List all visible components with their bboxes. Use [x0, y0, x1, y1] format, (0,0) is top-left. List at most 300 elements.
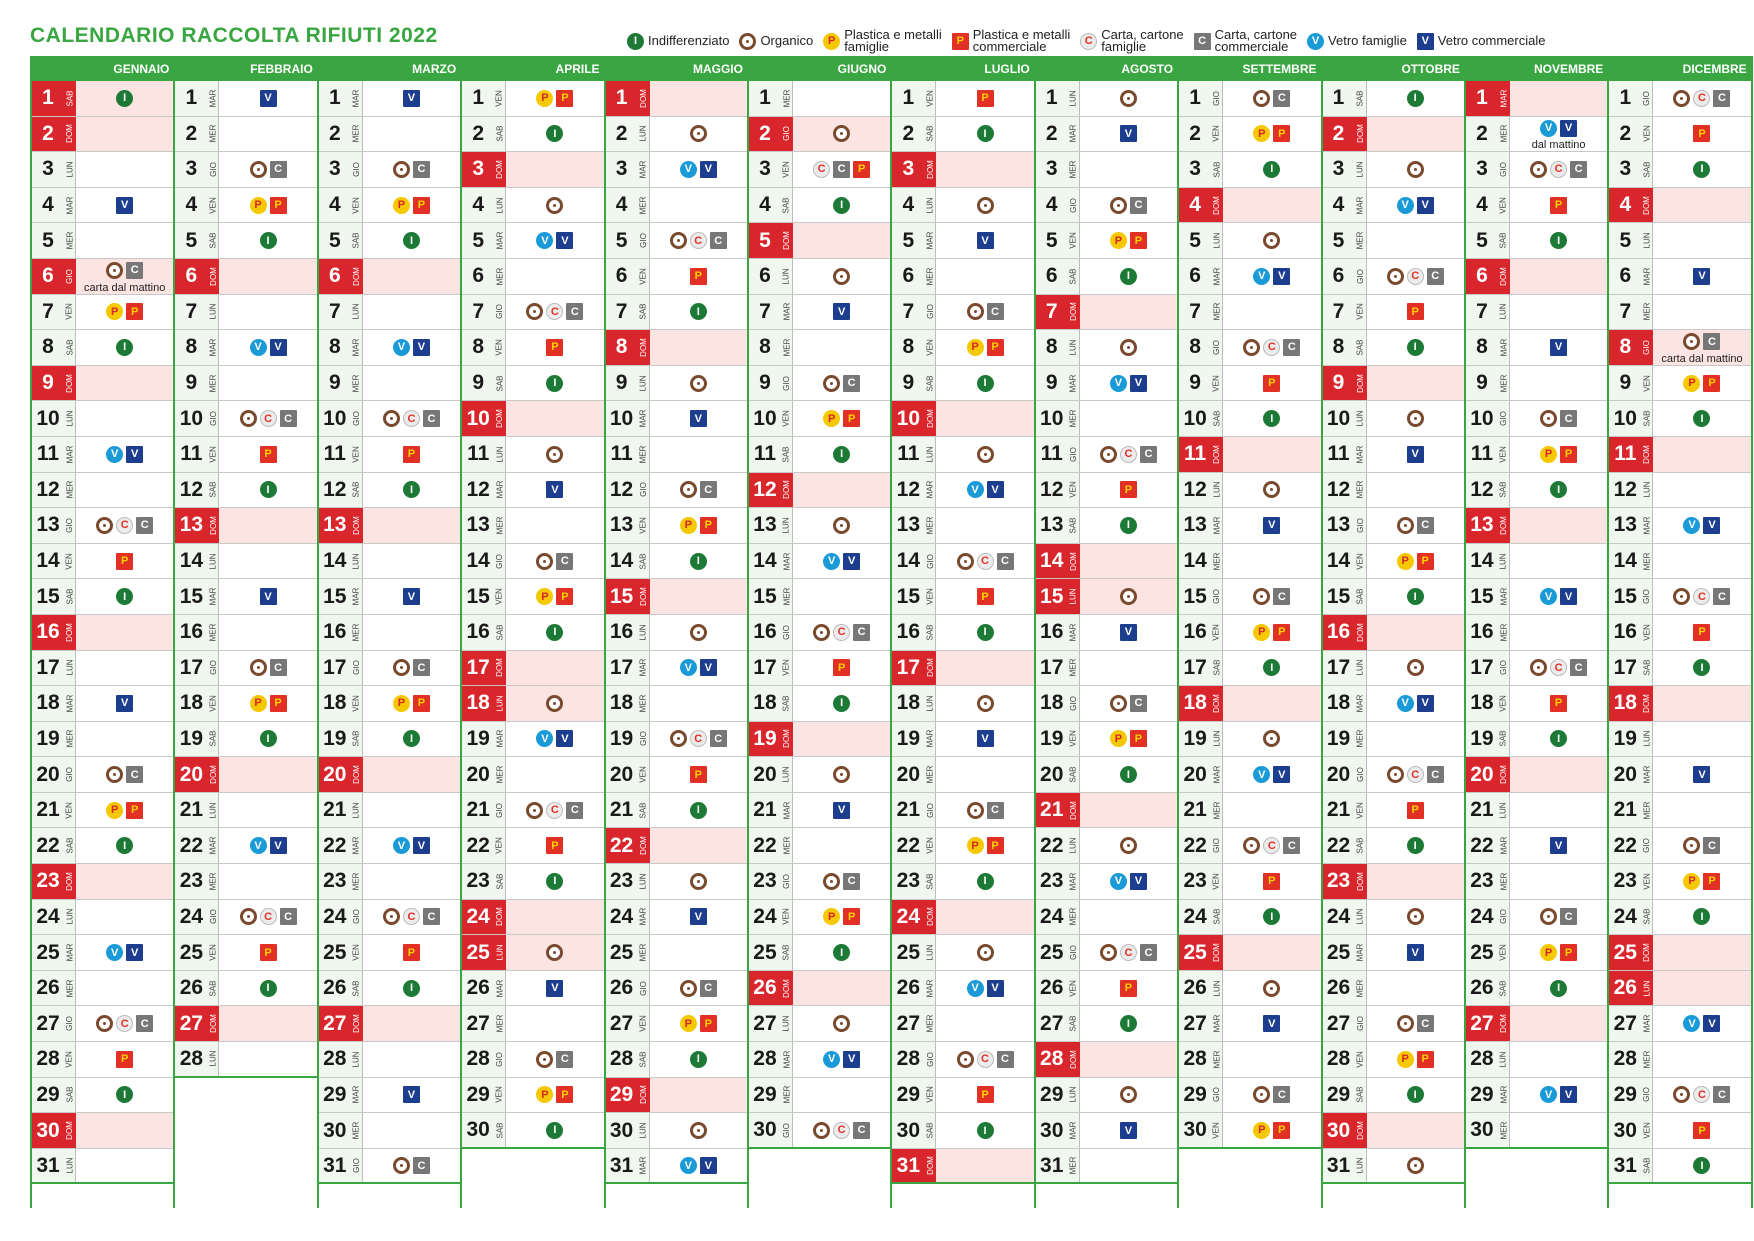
vetro-commerciale-icon: V	[116, 695, 133, 712]
organico-icon	[1673, 1086, 1690, 1103]
plastica-famiglie-icon: P	[250, 197, 267, 214]
day-number: 13	[1323, 508, 1355, 543]
collection-cell	[650, 1042, 747, 1077]
weekday-text: GIO	[1355, 1016, 1365, 1032]
weekday-text: MAR	[1355, 943, 1365, 962]
day-row	[1179, 544, 1320, 580]
day-row	[319, 900, 460, 936]
collection-cell	[1510, 757, 1607, 792]
day-row	[1609, 757, 1750, 793]
collection-cell	[219, 579, 316, 614]
weekday-text: MER	[65, 730, 74, 748]
weekday-text: VEN	[1642, 873, 1652, 890]
day-row	[462, 686, 603, 722]
indifferenziato-icon: I	[1263, 410, 1280, 427]
indifferenziato-icon: I	[977, 375, 994, 392]
weekday-label	[638, 828, 650, 863]
weekday-label	[1498, 828, 1510, 863]
organico-icon	[977, 446, 994, 463]
day-row	[1036, 152, 1177, 188]
day-row	[32, 508, 173, 544]
collection-cell	[219, 900, 316, 935]
carta-famiglie-icon: C	[546, 303, 563, 320]
day-number: 2	[462, 117, 494, 152]
day-row	[1609, 117, 1750, 153]
indifferenziato-icon: I	[116, 588, 133, 605]
day-row	[32, 401, 173, 437]
weekday-text: LUN	[65, 161, 75, 178]
day-row	[32, 686, 173, 722]
collection-cell	[1367, 757, 1464, 792]
weekday-label	[638, 401, 650, 436]
weekday-text: GIO	[1642, 1087, 1652, 1103]
weekday-text: SAB	[208, 730, 218, 747]
weekday-label	[924, 793, 936, 828]
weekday-text: GIO	[495, 802, 505, 818]
collection-cell	[1223, 401, 1320, 436]
day-row	[606, 473, 747, 509]
carta-commerciale-icon: C	[700, 481, 717, 498]
day-row	[1036, 1149, 1177, 1185]
collection-cell	[1367, 793, 1464, 828]
vetro-commerciale-icon: V	[987, 980, 1004, 997]
weekday-text: LUN	[1498, 802, 1508, 819]
weekday-label	[1211, 651, 1223, 686]
weekday-label	[1211, 401, 1223, 436]
weekday-text: VEN	[781, 161, 791, 178]
vetro-commerciale-icon: V	[260, 90, 277, 107]
collection-cell	[1223, 686, 1320, 721]
weekday-text: SAB	[1212, 908, 1222, 925]
day-row	[319, 686, 460, 722]
organico-icon	[833, 1015, 850, 1032]
weekday-label	[1498, 473, 1510, 508]
day-number: 11	[1609, 437, 1641, 472]
day-number: 30	[1179, 1113, 1211, 1147]
carta-commerciale-icon: C	[710, 730, 727, 747]
day-row	[1323, 508, 1464, 544]
vetro-commerciale-icon: V	[833, 802, 850, 819]
day-row	[175, 508, 316, 544]
weekday-text: MAR	[781, 1050, 791, 1069]
weekday-text: MER	[1355, 979, 1365, 998]
weekday-label	[494, 935, 506, 970]
day-row	[462, 1113, 603, 1149]
weekday-label	[1641, 508, 1653, 543]
collection-cell	[1653, 935, 1750, 970]
day-number: 17	[32, 651, 64, 686]
plastica-commerciale-icon: P	[977, 90, 994, 107]
day-number: 22	[606, 828, 638, 863]
day-row	[1466, 259, 1607, 295]
day-number: 2	[1036, 117, 1068, 152]
weekday-label	[1355, 152, 1367, 187]
weekday-text: SAB	[1642, 908, 1652, 925]
day-number: 24	[462, 900, 494, 935]
day-row	[32, 864, 173, 900]
weekday-label	[1355, 473, 1367, 508]
day-row	[892, 757, 1033, 793]
day-row	[749, 1006, 890, 1042]
weekday-label	[1355, 437, 1367, 472]
weekday-text: MAR	[781, 302, 791, 321]
day-number: 18	[1466, 686, 1498, 721]
weekday-label	[1068, 401, 1080, 436]
weekday-text: SAB	[781, 446, 791, 463]
carta-commerciale-icon: C	[126, 262, 143, 279]
day-number: 12	[749, 473, 781, 508]
weekday-label	[64, 900, 76, 935]
indifferenziato-icon: I	[1263, 659, 1280, 676]
weekday-label	[1355, 401, 1367, 436]
weekday-label	[1068, 152, 1080, 187]
weekday-label	[638, 117, 650, 152]
collection-cell	[1367, 1078, 1464, 1113]
day-row	[892, 651, 1033, 687]
collection-cell	[1367, 1113, 1464, 1148]
carta-commerciale-icon: C	[1140, 446, 1157, 463]
weekday-label	[1498, 117, 1510, 152]
weekday-label	[351, 1113, 363, 1148]
day-number: 15	[319, 579, 351, 614]
day-row	[749, 579, 890, 615]
day-row	[175, 1042, 316, 1078]
day-row	[462, 615, 603, 651]
day-number: 11	[175, 437, 207, 472]
weekday-label	[638, 971, 650, 1006]
indifferenziato-icon: I	[546, 624, 563, 641]
day-row	[892, 615, 1033, 651]
collection-cell	[1080, 1149, 1177, 1183]
vetro-famiglie-icon: V	[1540, 120, 1557, 137]
weekday-label	[781, 579, 793, 614]
day-row	[1179, 1006, 1320, 1042]
day-number: 9	[319, 366, 351, 401]
day-number: 7	[1179, 295, 1211, 330]
vetro-commerciale-icon: V	[1550, 339, 1567, 356]
day-row	[606, 366, 747, 402]
weekday-text: GIO	[1642, 340, 1652, 355]
weekday-text: MAR	[1212, 1014, 1222, 1033]
day-row	[319, 81, 460, 117]
day-number: 31	[1609, 1149, 1641, 1183]
day-row	[606, 722, 747, 758]
day-row	[1036, 259, 1177, 295]
collection-cell	[1080, 401, 1177, 436]
organico-icon	[1673, 588, 1690, 605]
day-row	[32, 615, 173, 651]
weekday-text: GIO	[781, 1122, 791, 1138]
collection-cell	[76, 864, 173, 899]
organico-icon	[1120, 339, 1137, 356]
day-number: 23	[606, 864, 638, 899]
day-number: 28	[606, 1042, 638, 1077]
collection-cell	[1510, 437, 1607, 472]
day-note: carta dal mattino	[1661, 352, 1743, 365]
plastica-commerciale-icon: P	[977, 1086, 994, 1103]
collection-cell	[1223, 366, 1320, 401]
day-row	[1036, 651, 1177, 687]
weekday-text: LUN	[1642, 730, 1652, 747]
weekday-label	[1641, 1042, 1653, 1077]
organico-icon	[833, 125, 850, 142]
collection-cell	[1510, 188, 1607, 223]
day-row	[319, 437, 460, 473]
day-row	[1036, 900, 1177, 936]
organico-icon	[383, 908, 400, 925]
collection-cell	[650, 686, 747, 721]
day-number: 22	[462, 828, 494, 863]
day-row	[1036, 686, 1177, 722]
weekday-label	[638, 1042, 650, 1077]
day-row	[892, 686, 1033, 722]
weekday-text: DOM	[1212, 195, 1222, 215]
collection-cell	[936, 828, 1033, 863]
day-number: 12	[606, 473, 638, 508]
collection-cell	[793, 117, 890, 152]
weekday-label	[781, 223, 793, 258]
day-row	[1609, 259, 1750, 295]
carta-famiglie-icon: C	[1693, 1086, 1710, 1103]
indifferenziato-icon: I	[1120, 1015, 1137, 1032]
day-number: 17	[1179, 651, 1211, 686]
day-row	[1609, 366, 1750, 402]
plastica-famiglie-icon: P	[823, 908, 840, 925]
weekday-text: VEN	[925, 90, 935, 107]
day-number: 21	[1609, 793, 1641, 828]
weekday-label	[781, 971, 793, 1006]
carta-commerciale-icon: C	[280, 908, 297, 925]
weekday-text: SAB	[495, 125, 505, 142]
day-row	[175, 793, 316, 829]
day-row	[175, 223, 316, 259]
vetro-famiglie-icon: V	[1110, 873, 1127, 890]
legend-label: Carta, cartone commerciale	[1214, 27, 1298, 54]
collection-cell	[1510, 117, 1607, 152]
weekday-label	[781, 152, 793, 187]
day-number: 11	[606, 437, 638, 472]
month-column	[747, 56, 890, 1208]
weekday-text: LUN	[208, 303, 218, 320]
day-number: 20	[32, 757, 64, 792]
organico-icon	[977, 197, 994, 214]
day-number: 28	[319, 1042, 351, 1077]
day-number: 22	[1609, 828, 1641, 863]
collection-cell	[76, 508, 173, 543]
weekday-label	[924, 223, 936, 258]
collection-cell	[936, 1113, 1033, 1148]
weekday-text: MAR	[208, 836, 218, 855]
weekday-label	[1068, 366, 1080, 401]
carta-famiglie-icon: C	[403, 908, 420, 925]
collection-cell	[219, 935, 316, 970]
collection-cell	[650, 544, 747, 579]
weekday-text: MAR	[1068, 1121, 1078, 1140]
plastica-commerciale-icon: P	[116, 553, 133, 570]
plastica-commerciale-icon: P	[556, 1086, 573, 1103]
day-row	[606, 330, 747, 366]
day-number: 23	[1609, 864, 1641, 899]
weekday-label	[1211, 615, 1223, 650]
carta-commerciale-icon: C	[997, 553, 1014, 570]
weekday-label	[1498, 757, 1510, 792]
weekday-text: LUN	[925, 944, 935, 961]
day-number: 27	[892, 1006, 924, 1041]
collection-cell	[936, 295, 1033, 330]
weekday-label	[924, 330, 936, 365]
weekday-label	[1641, 401, 1653, 436]
weekday-label	[64, 437, 76, 472]
weekday-label	[1211, 722, 1223, 757]
weekday-label	[64, 1149, 76, 1183]
plastica-commerciale-icon: P	[126, 303, 143, 320]
day-number: 14	[1466, 544, 1498, 579]
weekday-label	[1068, 722, 1080, 757]
weekday-text: DOM	[65, 1121, 75, 1140]
day-number: 2	[1466, 117, 1498, 152]
weekday-label	[1498, 971, 1510, 1006]
plastica-commerciale-icon: P	[1120, 980, 1137, 997]
day-row	[1609, 651, 1750, 687]
weekday-label	[1211, 1113, 1223, 1147]
weekday-text: SAB	[351, 232, 361, 249]
collection-cell	[219, 401, 316, 436]
vetro-famiglie-icon: V	[106, 446, 123, 463]
weekday-text: VEN	[1068, 232, 1078, 249]
weekday-label	[494, 686, 506, 721]
organico-icon	[106, 766, 123, 783]
collection-cell	[793, 1006, 890, 1041]
day-number: 15	[32, 579, 64, 614]
indifferenziato-icon: I	[546, 125, 563, 142]
legend-item	[1417, 33, 1546, 50]
weekday-text: DOM	[208, 266, 218, 286]
weekday-text: MER	[1355, 730, 1365, 748]
weekday-label	[638, 651, 650, 686]
collection-cell	[793, 935, 890, 970]
day-number: 23	[32, 864, 64, 899]
weekday-text: LUN	[638, 375, 648, 392]
indifferenziato-icon: I	[260, 980, 277, 997]
day-number: 21	[175, 793, 207, 828]
day-number: 20	[319, 757, 351, 792]
organico-icon	[977, 944, 994, 961]
weekday-text: GIO	[781, 375, 791, 391]
day-row	[1323, 828, 1464, 864]
weekday-text: MER	[638, 694, 648, 713]
collection-cell	[936, 330, 1033, 365]
weekday-text: LUN	[208, 1050, 218, 1067]
collection-cell	[1223, 1042, 1320, 1077]
day-number: 19	[1466, 722, 1498, 757]
weekday-text: MER	[638, 943, 648, 962]
carta-commerciale-icon: C	[1283, 339, 1300, 356]
day-number: 21	[32, 793, 64, 828]
day-row	[1179, 295, 1320, 331]
weekday-label	[781, 935, 793, 970]
day-number: 16	[1609, 615, 1641, 650]
vetro-commerciale-icon: V	[1693, 268, 1710, 285]
collection-cell	[1367, 615, 1464, 650]
organico-icon	[546, 197, 563, 214]
day-row	[462, 793, 603, 829]
day-number: 21	[1466, 793, 1498, 828]
collection-cell	[1367, 81, 1464, 116]
day-number: 25	[749, 935, 781, 970]
weekday-label	[638, 615, 650, 650]
organico-icon	[1530, 161, 1547, 178]
carta-commerciale-icon: C	[1273, 90, 1290, 107]
day-number: 22	[749, 828, 781, 863]
collection-cell	[1223, 900, 1320, 935]
day-number: 27	[1323, 1006, 1355, 1041]
weekday-label	[1355, 1078, 1367, 1113]
day-row	[892, 971, 1033, 1007]
weekday-label	[1641, 793, 1653, 828]
collection-cell	[793, 188, 890, 223]
weekday-label	[494, 1078, 506, 1113]
weekday-text: VEN	[1212, 623, 1222, 641]
day-number: 1	[1466, 81, 1498, 116]
day-row	[32, 259, 173, 295]
day-row	[606, 259, 747, 295]
weekday-text: MAR	[65, 694, 74, 713]
carta-commerciale-icon: C	[413, 1157, 430, 1174]
weekday-text: GIO	[65, 518, 75, 533]
weekday-text: DOM	[781, 978, 791, 998]
vetro-commerciale-icon: V	[1703, 1015, 1720, 1032]
day-number: 12	[892, 473, 924, 508]
weekday-label	[207, 259, 219, 294]
day-number: 20	[175, 757, 207, 792]
weekday-text: VEN	[925, 1086, 935, 1104]
weekday-text: MER	[1498, 1121, 1508, 1139]
weekday-label	[638, 366, 650, 401]
day-row	[749, 295, 890, 331]
day-number: 3	[175, 152, 207, 187]
weekday-text: GIO	[1355, 518, 1365, 533]
vetro-commerciale-icon: V	[126, 944, 143, 961]
weekday-text: MER	[495, 267, 505, 286]
carta-commerciale-icon: C	[710, 232, 727, 249]
collection-cell	[1510, 615, 1607, 650]
organico-icon	[1110, 695, 1127, 712]
day-row	[749, 330, 890, 366]
weekday-text: VEN	[351, 446, 361, 463]
day-number: 16	[1036, 615, 1068, 650]
weekday-label	[64, 722, 76, 757]
weekday-label	[1641, 81, 1653, 116]
day-number: 24	[175, 900, 207, 935]
weekday-text: VEN	[495, 1086, 505, 1104]
organico-icon	[1263, 232, 1280, 249]
collection-cell	[506, 295, 603, 330]
day-row	[32, 544, 173, 580]
indifferenziato-icon: I	[1407, 1086, 1424, 1103]
day-row	[1466, 900, 1607, 936]
day-number: 29	[892, 1078, 924, 1113]
weekday-label	[924, 615, 936, 650]
weekday-text: MER	[351, 1121, 361, 1140]
collection-cell	[219, 437, 316, 472]
indifferenziato-icon: I	[546, 375, 563, 392]
collection-cell	[76, 473, 173, 508]
weekday-label	[351, 1078, 363, 1113]
weekday-label	[351, 828, 363, 863]
collection-cell	[1223, 508, 1320, 543]
organico-icon	[813, 624, 830, 641]
weekday-text: GIO	[1498, 162, 1508, 177]
